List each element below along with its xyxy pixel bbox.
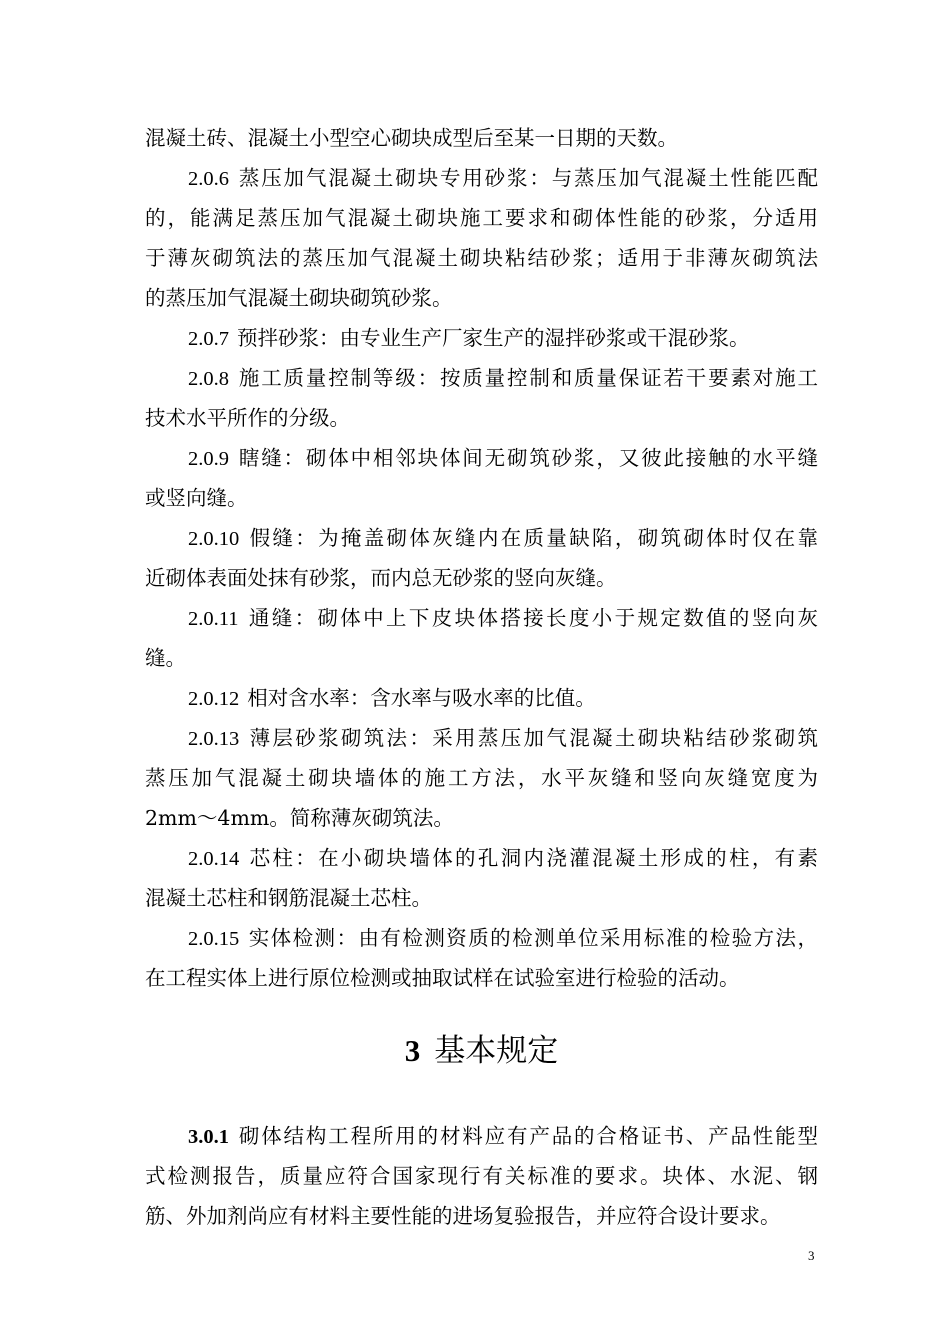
paragraph bbox=[145, 598, 818, 678]
text-line bbox=[145, 118, 818, 158]
clause-text: 蒸压加气混凝土砌块专用砂浆：与蒸压加气混凝土性能匹配 bbox=[237, 166, 818, 190]
chapter-title: 基本规定 bbox=[434, 1033, 559, 1069]
text-line bbox=[145, 1156, 818, 1196]
text-line bbox=[145, 678, 818, 718]
text-line bbox=[145, 398, 818, 438]
clause-text: 的蒸压加气混凝土砌块砌筑砂浆。 bbox=[145, 286, 453, 310]
text-line bbox=[145, 278, 818, 318]
clause-number: 2.0.8 bbox=[188, 368, 229, 390]
clause-text: 预拌砂浆：由专业生产厂家生产的湿拌砂浆或干混砂浆。 bbox=[237, 326, 750, 350]
text-line bbox=[145, 558, 818, 598]
clause-number: 2.0.11 bbox=[188, 608, 239, 630]
definitions-section bbox=[145, 118, 818, 998]
clause-number: 2.0.14 bbox=[188, 848, 240, 870]
clause-text: 缝。 bbox=[145, 646, 186, 670]
page-number: 3 bbox=[808, 1248, 815, 1263]
clause-text: 相对含水率：含水率与吸水率的比值。 bbox=[247, 686, 596, 710]
clause-number: 2.0.13 bbox=[188, 728, 240, 750]
paragraph bbox=[145, 838, 818, 918]
paragraph bbox=[145, 158, 818, 318]
text-line bbox=[145, 318, 818, 358]
text-line bbox=[145, 798, 818, 838]
clause-number: 2.0.9 bbox=[188, 448, 229, 470]
clause-text: 实体检测：由有检测资质的检测单位采用标准的检验方法， bbox=[247, 926, 818, 950]
clause-text: 薄层砂浆砌筑法：采用蒸压加气混凝土砌块粘结砂浆砌筑 bbox=[247, 726, 818, 750]
text-line bbox=[145, 1196, 818, 1236]
paragraph bbox=[145, 318, 818, 358]
clause-number: 2.0.15 bbox=[188, 928, 240, 950]
clause-text: 于薄灰砌筑法的蒸压加气混凝土砌块粘结砂浆；适用于非薄灰砌筑法 bbox=[145, 246, 818, 270]
clause-text: 混凝土砖、混凝土小型空心砌块成型后至某一日期的天数。 bbox=[145, 126, 678, 150]
text-line bbox=[145, 878, 818, 918]
clause-number: 2.0.6 bbox=[188, 168, 229, 190]
clause-text: 混凝土芯柱和钢筋混凝土芯柱。 bbox=[145, 886, 432, 910]
clause-text: 技术水平所作的分级。 bbox=[145, 406, 350, 430]
clause-text: 近砌体表面处抹有砂浆，而内总无砂浆的竖向灰缝。 bbox=[145, 566, 617, 590]
clause-number: 2.0.10 bbox=[188, 528, 240, 550]
provisions-section bbox=[145, 1116, 818, 1236]
chapter-number: 3 bbox=[404, 1033, 421, 1068]
paragraph bbox=[145, 1116, 818, 1236]
clause-text: 瞎缝：砌体中相邻块体间无砌筑砂浆，又彼此接触的水平缝 bbox=[237, 446, 818, 470]
clause-text: 筋、外加剂尚应有材料主要性能的进场复验报告，并应符合设计要求。 bbox=[145, 1204, 781, 1228]
document-page bbox=[145, 118, 818, 1236]
text-line bbox=[145, 478, 818, 518]
paragraph bbox=[145, 678, 818, 718]
paragraph bbox=[145, 518, 818, 598]
chapter-heading bbox=[145, 1022, 818, 1080]
clause-number: 3.0.1 bbox=[188, 1126, 229, 1148]
text-line bbox=[145, 238, 818, 278]
paragraph bbox=[145, 118, 818, 158]
paragraph bbox=[145, 918, 818, 998]
paragraph bbox=[145, 358, 818, 438]
clause-text: 蒸压加气混凝土砌块墙体的施工方法，水平灰缝和竖向灰缝宽度为 bbox=[145, 766, 818, 790]
text-line bbox=[145, 198, 818, 238]
clause-text: 砌体结构工程所用的材料应有产品的合格证书、产品性能型 bbox=[237, 1124, 818, 1148]
text-line bbox=[145, 838, 818, 878]
text-line bbox=[145, 518, 818, 558]
text-line bbox=[145, 158, 818, 198]
text-line bbox=[145, 1116, 818, 1156]
clause-text: 式检测报告，质量应符合国家现行有关标准的要求。块体、水泥、钢 bbox=[145, 1164, 818, 1188]
text-line bbox=[145, 638, 818, 678]
clause-text: 的，能满足蒸压加气混凝土砌块施工要求和砌体性能的砂浆，分适用 bbox=[145, 206, 818, 230]
text-line bbox=[145, 918, 818, 958]
clause-number: 2.0.12 bbox=[188, 688, 240, 710]
text-line bbox=[145, 438, 818, 478]
text-line bbox=[145, 758, 818, 798]
clause-text: 2mm～4mm。简称薄灰砌筑法。 bbox=[145, 806, 454, 830]
clause-text: 在工程实体上进行原位检测或抽取试样在试验室进行检验的活动。 bbox=[145, 966, 740, 990]
text-line bbox=[145, 598, 818, 638]
clause-text: 或竖向缝。 bbox=[145, 486, 248, 510]
text-line bbox=[145, 718, 818, 758]
text-line bbox=[145, 358, 818, 398]
clause-text: 芯柱：在小砌块墙体的孔洞内浇灌混凝土形成的柱，有素 bbox=[247, 846, 818, 870]
paragraph bbox=[145, 438, 818, 518]
paragraph bbox=[145, 718, 818, 838]
clause-text: 通缝：砌体中上下皮块体搭接长度小于规定数值的竖向灰 bbox=[246, 606, 818, 630]
clause-text: 施工质量控制等级：按质量控制和质量保证若干要素对施工 bbox=[237, 366, 818, 390]
clause-text: 假缝：为掩盖砌体灰缝内在质量缺陷，砌筑砌体时仅在靠 bbox=[247, 526, 818, 550]
clause-number: 2.0.7 bbox=[188, 328, 229, 350]
text-line bbox=[145, 958, 818, 998]
